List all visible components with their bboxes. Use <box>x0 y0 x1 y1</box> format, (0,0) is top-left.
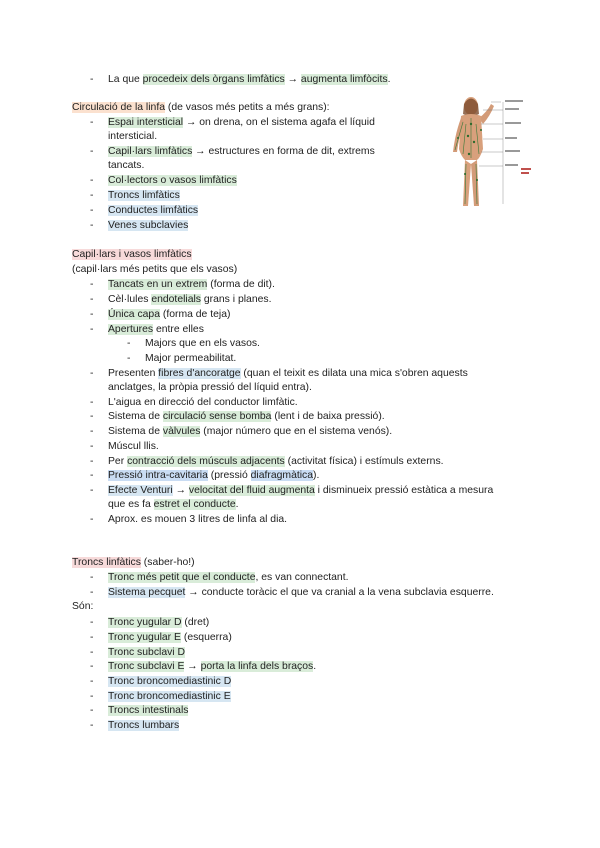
highlight: Pressió intra-cavitaria <box>108 470 208 481</box>
list-item <box>108 204 198 218</box>
bullet-dash: - <box>90 220 94 231</box>
list-item <box>108 484 493 498</box>
highlight: procedeix dels òrgans limfàtics <box>142 74 285 85</box>
highlight: fibres d'ancoratge <box>158 368 241 379</box>
highlight: endotelials <box>151 294 201 305</box>
lymphatic-anatomy-figure <box>433 94 533 214</box>
bullet-dash: - <box>90 324 94 335</box>
list-item <box>108 675 231 689</box>
list-item <box>108 631 232 645</box>
bullet-dash: - <box>90 74 94 85</box>
list-item <box>108 646 185 660</box>
highlight: velocitat del fluid augmenta <box>188 485 315 496</box>
bullet-dash: - <box>90 309 94 320</box>
text: que es fa <box>108 499 154 510</box>
text: (pressió <box>207 470 251 481</box>
highlight: circulació sense bomba <box>162 411 272 422</box>
bullet-dash: - <box>90 426 94 437</box>
text: . <box>387 74 391 85</box>
bullet-dash: - <box>90 146 94 157</box>
bullet-dash: - <box>90 632 94 643</box>
son-label: Són: <box>72 601 94 612</box>
bullet-dash: - <box>90 617 94 628</box>
text: Per <box>108 456 128 467</box>
list-item <box>108 293 271 307</box>
highlight: Sistema pecquet <box>108 587 186 598</box>
bullet-dash: - <box>90 705 94 716</box>
list-item-continuation: anclatges, la pròpia pressió del líquid entra). <box>108 382 312 393</box>
section-heading-trunks <box>72 556 195 570</box>
bullet-dash: - <box>90 397 94 408</box>
highlight: vàlvules <box>162 426 201 437</box>
bullet-dash: - <box>90 661 94 672</box>
text: → estructures en forma de dit, extrems <box>192 146 375 157</box>
bullet-dash: - <box>90 647 94 658</box>
bullet-dash: - <box>90 190 94 201</box>
text: (dret) <box>181 617 210 628</box>
list-item <box>108 455 444 469</box>
highlight: Venes subclavies <box>108 220 189 231</box>
text: (major número que en el sistema venós). <box>200 426 393 437</box>
section-heading-capillaries <box>72 248 192 262</box>
text: entre elles <box>153 324 204 335</box>
list-item <box>108 469 319 483</box>
text: La que <box>108 74 143 85</box>
list-item <box>108 704 188 718</box>
text: (lent i de baixa pressió). <box>271 411 385 422</box>
list-item: L'aigua en direcció del conductor limfàtic. <box>108 397 298 408</box>
highlight: Troncs intestinals <box>108 705 189 716</box>
highlight: Apertures <box>108 324 154 335</box>
text: . <box>235 499 239 510</box>
highlight: augmenta limfòcits <box>300 74 388 85</box>
bullet-dash: - <box>90 676 94 687</box>
list-item: Múscul llis. <box>108 441 159 452</box>
heading-highlight: Capil·lars i vasos limfàtics <box>72 249 192 260</box>
text: Sistema de <box>108 411 163 422</box>
highlight: contracció dels músculs adjacents <box>127 456 285 467</box>
bullet-dash: - <box>90 441 94 452</box>
highlight: Tronc yugular E <box>108 632 181 643</box>
bullet-dash: - <box>90 294 94 305</box>
list-item: Aprox. es mouen 3 litres de linfa al dia. <box>108 514 288 525</box>
bullet-dash: - <box>90 485 94 496</box>
bullet-dash: - <box>127 353 131 364</box>
highlight: estret el conducte <box>153 499 236 510</box>
highlight: Tronc yugular D <box>108 617 182 628</box>
heading-note: (de vasos més petits a més grans): <box>164 102 330 113</box>
list-item <box>108 719 179 733</box>
sub-list-item: Major permeabilitat. <box>145 353 237 364</box>
text: grans i planes. <box>201 294 272 305</box>
highlight: Tronc més petit que el conducte <box>108 572 256 583</box>
list-item <box>108 219 188 233</box>
bullet-dash: - <box>90 117 94 128</box>
list-item <box>108 278 275 292</box>
highlight: Capil·lars limfàtics <box>108 146 193 157</box>
bullet-dash: - <box>90 175 94 186</box>
list-item-continuation: intersticial. <box>108 131 158 142</box>
bullet-dash: - <box>90 279 94 290</box>
text: (forma de teja) <box>159 309 231 320</box>
bullet-dash: - <box>90 514 94 525</box>
bullet-dash: - <box>90 411 94 422</box>
list-item <box>108 323 204 337</box>
text: (activitat física) i estímuls externs. <box>284 456 444 467</box>
text: Sistema de <box>108 426 163 437</box>
highlight: Troncs limfàtics <box>108 190 180 201</box>
arrow: → <box>172 485 189 496</box>
bullet-dash: - <box>90 470 94 481</box>
bullet-dash: - <box>90 691 94 702</box>
text: Cèl·lules <box>108 294 152 305</box>
highlight: Tronc broncomediastinic E <box>108 691 231 702</box>
bullet-dash: - <box>90 205 94 216</box>
list-item <box>108 145 375 159</box>
highlight: diafragmàtica <box>250 470 314 481</box>
text: → on drena, on el sistema agafa el líquid <box>183 117 375 128</box>
bullet-dash: - <box>90 368 94 379</box>
list-item <box>108 174 237 188</box>
section-heading-circulation <box>72 101 330 115</box>
intro-line <box>108 73 390 87</box>
highlight: Conductes limfàtics <box>108 205 199 216</box>
text: i disminueix pressió estàtica a mesura <box>314 485 494 496</box>
list-item <box>108 571 348 585</box>
highlight: Única capa <box>108 309 160 320</box>
list-item-continuation: tancats. <box>108 160 145 171</box>
text: Presenten <box>108 368 159 379</box>
bullet-dash: - <box>90 587 94 598</box>
heading-highlight: Circulació de la linfa <box>72 102 165 113</box>
list-item <box>108 690 231 704</box>
list-item <box>108 308 230 322</box>
text: ). <box>313 470 320 481</box>
list-item-continuation <box>108 498 239 512</box>
bullet-dash: - <box>90 456 94 467</box>
highlight: Col·lectors o vasos limfàtics <box>108 175 237 186</box>
highlight: Troncs lumbars <box>108 720 180 731</box>
list-item <box>108 367 468 381</box>
bullet-dash: - <box>127 338 131 349</box>
list-item <box>108 189 180 203</box>
list-item <box>108 425 392 439</box>
highlight: porta la linfa dels braços <box>200 661 314 672</box>
text: , es van connectant. <box>255 572 349 583</box>
heading-highlight: Troncs linfàtics <box>72 557 141 568</box>
list-item <box>108 660 316 674</box>
text: (esquerra) <box>180 632 232 643</box>
list-item <box>108 616 209 630</box>
highlight: Tronc subclavi D <box>108 647 185 658</box>
text: . <box>313 661 317 672</box>
text: (forma de dit). <box>207 279 275 290</box>
text: → conducte toràcic el que va cranial a la vena subclavia esquerre. <box>185 587 494 598</box>
sub-list-item: Majors que en els vasos. <box>145 338 260 349</box>
bullet-dash: - <box>90 572 94 583</box>
bullet-dash: - <box>90 720 94 731</box>
heading-note: (saber-ho!) <box>140 557 195 568</box>
highlight: Tronc broncomediastinic D <box>108 676 232 687</box>
list-item <box>108 410 385 424</box>
list-item <box>108 586 494 600</box>
arrow: → <box>184 661 201 672</box>
highlight: Efecte Venturi <box>108 485 173 496</box>
text: (quan el teixit es dilata una mica s'obren aquests <box>240 368 468 379</box>
section-subheading: (capil·lars més petits que els vasos) <box>72 264 238 275</box>
highlight: Espai intersticial <box>108 117 184 128</box>
highlight: Tancats en un extrem <box>108 279 208 290</box>
arrow: → <box>284 74 301 85</box>
list-item <box>108 116 375 130</box>
highlight: Tronc subclavi E <box>108 661 185 672</box>
